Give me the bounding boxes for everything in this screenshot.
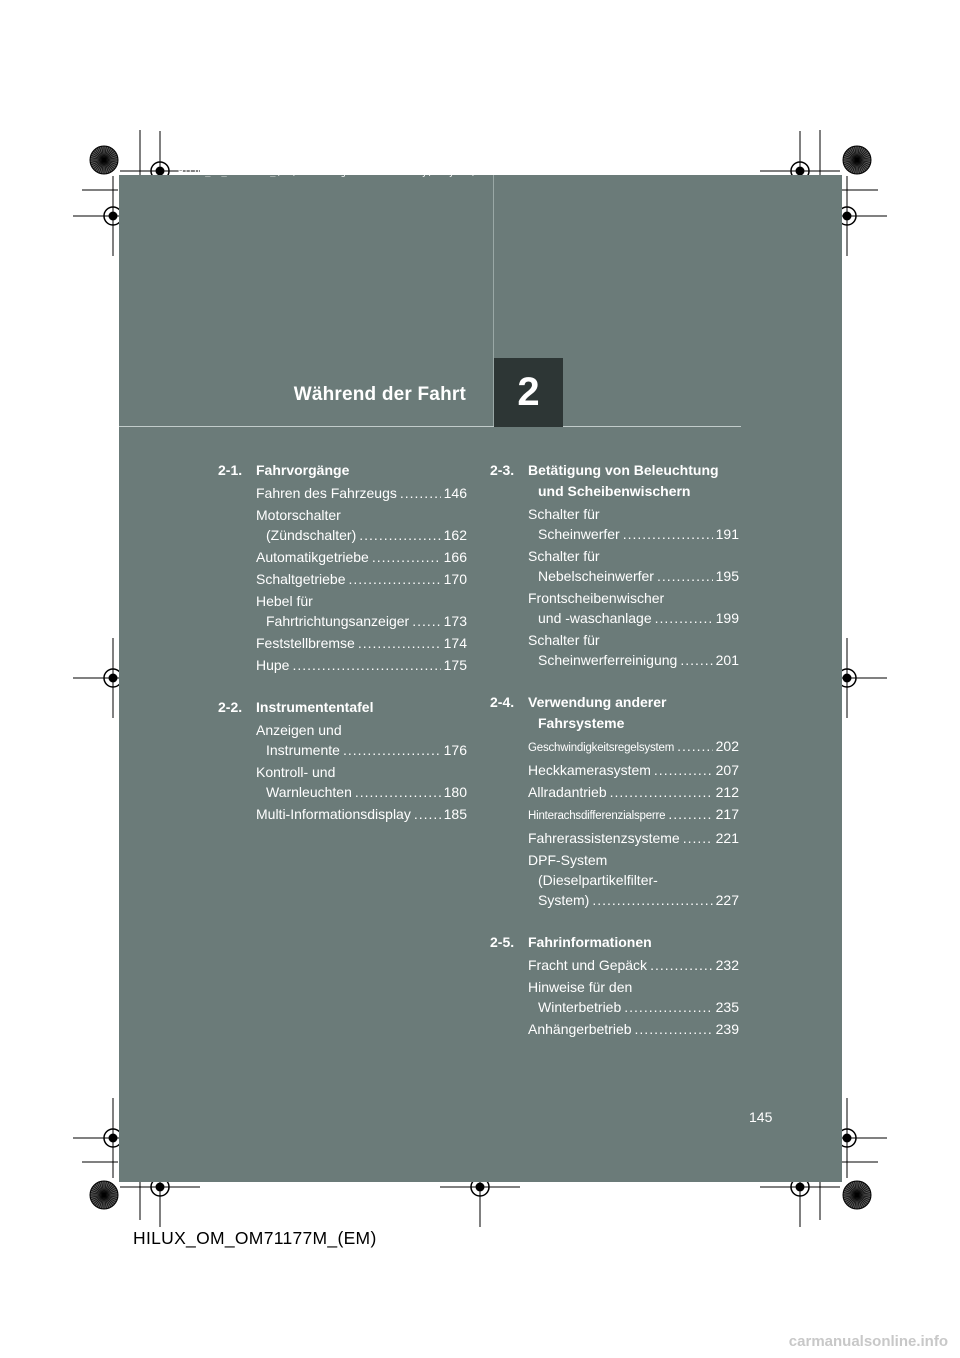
entry-text: Fahrtrichtungsanzeiger (266, 613, 410, 629)
footer-document-id: HILUX_OM_OM71177M_(EM) (133, 1228, 377, 1248)
dot-leader (623, 524, 713, 544)
section-title-line: Fahrinformationen (528, 934, 652, 950)
dot-leader (635, 1019, 713, 1039)
section-heading (218, 697, 467, 718)
chapter-title: Während der Fahrt (293, 384, 466, 405)
toc-entry[interactable] (256, 804, 467, 824)
toc-entry[interactable] (256, 591, 467, 631)
entry-text: Hebel für (256, 593, 313, 609)
dot-leader (349, 569, 441, 589)
section-number: 2-4. (490, 694, 515, 710)
section-heading (218, 460, 467, 481)
dot-leader (400, 483, 441, 503)
section-number: 2-2. (218, 699, 243, 715)
section-heading (490, 692, 739, 734)
entry-text: Winterbetrieb (538, 999, 622, 1015)
entry-text: Anzeigen und (256, 722, 342, 738)
toc-entry[interactable] (528, 588, 739, 628)
entry-page: 207 (715, 762, 739, 778)
section-title-line: Instrumententafel (256, 699, 374, 715)
entry-page: 175 (443, 657, 467, 673)
section-title-line: Betätigung von Beleuchtung (528, 462, 719, 478)
entry-text: System) (538, 892, 590, 908)
entry-page: 176 (443, 742, 467, 758)
entry-text: Kontroll- und (256, 764, 336, 780)
toc-entry[interactable] (256, 655, 467, 675)
registration-star (843, 1181, 871, 1209)
entry-page: 239 (715, 1021, 739, 1037)
toc-entry[interactable] (528, 546, 739, 586)
entry-page: 235 (715, 999, 739, 1015)
dot-leader (355, 782, 441, 802)
dot-leader (677, 736, 713, 756)
entry-text: Warnleuchten (266, 784, 352, 800)
toc-entry[interactable] (256, 569, 467, 589)
section-title-line: Fahrvorgänge (256, 462, 350, 478)
page-number: 145 (749, 1109, 773, 1125)
entry-text: Anhängerbetrieb (528, 1021, 632, 1037)
dot-leader (624, 997, 712, 1017)
entry-page: 162 (443, 527, 467, 543)
toc-entry[interactable] (528, 977, 739, 1017)
entry-text: (Zündschalter) (266, 527, 357, 543)
toc-entry[interactable] (256, 720, 467, 760)
entry-text: Instrumente (266, 742, 340, 758)
entry-page: 195 (715, 568, 739, 584)
dot-leader (610, 782, 713, 802)
entry-text: Hinterachsdifferenzialsperre (528, 810, 666, 822)
registration-star (843, 146, 871, 174)
registration-star (90, 146, 118, 174)
toc-section (218, 460, 467, 675)
entry-page: 217 (715, 806, 739, 822)
registration-star (90, 1181, 118, 1209)
section-number: 2-5. (490, 934, 515, 950)
entry-text: Hinweise für den (528, 979, 633, 995)
dot-leader (358, 633, 441, 653)
entry-page: 202 (715, 738, 739, 754)
entry-page: 199 (715, 610, 739, 626)
entry-text: Heckkamerasystem (528, 762, 651, 778)
entry-text: DPF-System (528, 852, 608, 868)
dot-leader (683, 828, 713, 848)
entry-text: Hupe (256, 657, 290, 673)
section-title-line: und Scheibenwischern (538, 483, 691, 499)
toc-section (490, 932, 739, 1039)
entry-page: 173 (443, 613, 467, 629)
entry-text: Schalter für (528, 632, 600, 648)
entry-text: Schalter für (528, 506, 600, 522)
toc-column-right (490, 460, 739, 1061)
entry-text: Geschwindigkeitsregelsystem (528, 742, 675, 754)
section-title (256, 460, 467, 481)
section-number: 2-1. (218, 462, 243, 478)
toc-entry[interactable] (256, 762, 467, 802)
section-number: 2-3. (490, 462, 515, 478)
entry-text: Schaltgetriebe (256, 571, 346, 587)
toc-entry[interactable] (528, 782, 739, 802)
entry-text: Fahrerassistenzsysteme (528, 830, 680, 846)
toc-entry[interactable] (256, 483, 467, 503)
entry-page: 232 (715, 957, 739, 973)
entry-page: 212 (715, 784, 739, 800)
section-title (528, 460, 739, 502)
entry-text: und -waschanlage (538, 610, 652, 626)
entry-text: Fahren des Fahrzeugs (256, 485, 397, 501)
entry-text: Motorschalter (256, 507, 341, 523)
entry-text: Allradantrieb (528, 784, 607, 800)
toc-entry[interactable] (528, 1019, 739, 1039)
entry-text: Scheinwerfer (538, 526, 620, 542)
dot-leader (668, 804, 712, 824)
entry-text: Scheinwerferreinigung (538, 652, 678, 668)
dot-leader (414, 804, 441, 824)
entry-page: 174 (443, 635, 467, 651)
section-title (256, 697, 467, 718)
entry-page: 201 (715, 652, 739, 668)
toc-entry[interactable] (528, 504, 739, 544)
entry-page: 146 (443, 485, 467, 501)
toc-entry[interactable] (528, 630, 739, 670)
entry-text: Schalter für (528, 548, 600, 564)
dot-leader (657, 566, 713, 586)
entry-page: 227 (715, 892, 739, 908)
watermark: carmanualsonline.info (788, 1333, 948, 1350)
toc-section (218, 697, 467, 824)
dot-leader (655, 608, 713, 628)
entry-text: Fracht und Gepäck (528, 957, 648, 973)
toc-entry[interactable] (528, 804, 739, 826)
toc-column-left (218, 460, 467, 846)
entry-text: Feststellbremse (256, 635, 355, 651)
toc-entry[interactable] (256, 633, 467, 653)
section-title-line: Fahrsysteme (538, 715, 625, 731)
dot-leader (650, 955, 713, 975)
dot-leader (592, 890, 712, 910)
toc-entry[interactable] (528, 850, 739, 910)
toc-entry[interactable] (528, 736, 739, 758)
toc-entry[interactable] (528, 955, 739, 975)
entry-page: 221 (715, 830, 739, 846)
section-heading (490, 460, 739, 502)
entry-text: Automatikgetriebe (256, 549, 369, 565)
toc-section (490, 692, 739, 910)
toc-entry[interactable] (256, 505, 467, 545)
chapter-number: 2 (494, 358, 563, 427)
book-header: HILUX_OM_OM71177M_(EM).book Page 145 Wednesday, May 16, 2012 1:28 PM (178, 168, 547, 178)
dot-leader (372, 547, 441, 567)
section-heading (490, 932, 739, 953)
entry-text: Frontscheibenwischer (528, 590, 665, 606)
entry-page: 191 (715, 526, 739, 542)
entry-page: 185 (443, 806, 467, 822)
dot-leader (680, 650, 712, 670)
toc-entry[interactable] (528, 760, 739, 780)
entry-page: 166 (443, 549, 467, 565)
entry-page: 180 (443, 784, 467, 800)
dot-leader (343, 740, 441, 760)
dot-leader (654, 760, 713, 780)
section-title (528, 692, 739, 734)
section-title (528, 932, 739, 953)
entry-text: Multi-Informationsdisplay (256, 806, 411, 822)
toc-section (490, 460, 739, 670)
toc-entry[interactable] (256, 547, 467, 567)
section-title-line: Verwendung anderer (528, 694, 667, 710)
entry-text: (Dieselpartikelfilter- (538, 872, 658, 888)
toc-entry[interactable] (528, 828, 739, 848)
entry-page: 170 (443, 571, 467, 587)
dot-leader (412, 611, 440, 631)
dot-leader (292, 655, 440, 675)
divider-horizontal (119, 426, 741, 427)
dot-leader (359, 525, 440, 545)
entry-text: Nebelscheinwerfer (538, 568, 654, 584)
